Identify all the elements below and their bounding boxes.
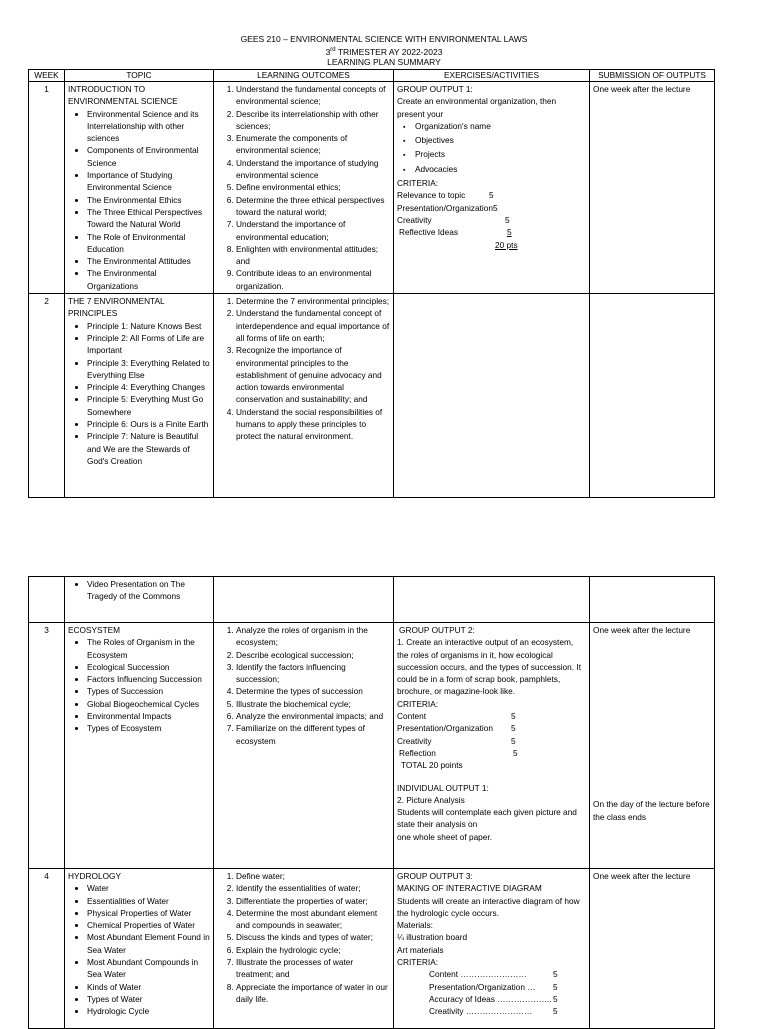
week-number: 1 — [29, 82, 65, 294]
activities-cell — [394, 577, 590, 623]
topic-list — [68, 320, 210, 468]
criteria-row: Reflection 5 — [399, 747, 518, 758]
list-item: • The Three Ethical Perspectives Toward the Natural World — [87, 206, 210, 231]
list-item: 3. Differentiate the properties of water; — [236, 895, 390, 907]
list-item: • Types of Water — [87, 993, 210, 1005]
list-item: 4. Understand the social responsibilities of humans to apply these principles to protect the natural environment. — [236, 406, 390, 443]
list-item: 2. Understand the fundamental concept of interdependence and equal importance of all forms of life on earth; — [236, 307, 390, 344]
list-item: 5. Illustrate the biochemical cycle; — [236, 698, 390, 710]
criteria-total: TOTAL 20 points — [401, 760, 463, 771]
table-row-week-4 — [29, 869, 715, 1029]
list-item: • Global Biogeochemical Cycles — [87, 698, 210, 710]
criteria-row: Creativity …………………… 5 — [429, 1006, 558, 1017]
col-header-topic: TOPIC — [65, 70, 214, 82]
list-item: 1. Analyze the roles of organism in the ecosystem; — [236, 624, 390, 649]
topic-list — [68, 636, 210, 734]
table-row-week-2-continued — [29, 577, 715, 623]
topic-cell — [65, 869, 214, 1029]
submission-text-2: On the day of the lecture before the class ends — [593, 799, 710, 822]
list-item: • Types of Succession — [87, 685, 210, 697]
plan-summary-title: LEARNING PLAN SUMMARY — [327, 57, 441, 67]
criteria-row: Presentation/Organization … 5 — [429, 981, 558, 992]
activities-cell — [394, 623, 590, 869]
list-item: 3. Recognize the importance of environmental principles to the establishment of genuine advocacy and action towards environmental conservation and sustainability; and — [236, 344, 390, 405]
list-item: 3. Identify the factors influencing succession; — [236, 661, 390, 686]
topic-list — [68, 578, 210, 603]
list-item: • Environmental Impacts — [87, 710, 210, 722]
list-item: • Water — [87, 882, 210, 894]
activities-cell — [394, 82, 590, 294]
individual-desc-2: one whole sheet of paper. — [397, 831, 493, 842]
list-item: 7. Illustrate the processes of water treatment; and — [236, 956, 390, 981]
criteria-row: Reflective Ideas 5 — [399, 227, 512, 238]
list-item: • Principle 5: Everything Must Go Somewhere — [87, 393, 210, 418]
criteria-row: Creativity 5 — [397, 214, 510, 225]
submission-cell: One week after the lecture — [590, 869, 715, 1029]
list-item: 1. Determine the 7 environmental principles; — [236, 295, 390, 307]
list-item: • Principle 4: Everything Changes — [87, 381, 210, 393]
list-item: 5. Discuss the kinds and types of water; — [236, 931, 390, 943]
criteria-row: Presentation/Organization 5 — [397, 202, 498, 213]
outcomes-list — [217, 624, 390, 747]
individual-desc: Students will contemplate each given picture and state their analysis on — [397, 807, 577, 830]
week-number: 3 — [29, 623, 65, 869]
list-item: 2. Describe ecological succession; — [236, 649, 390, 661]
topic-title: HYDROLOGY — [68, 871, 122, 881]
submission-cell — [590, 577, 715, 623]
col-header-submission: SUBMISSION OF OUTPUTS — [590, 70, 715, 82]
criteria-label: CRITERIA: — [397, 957, 439, 968]
learning-plan-table-page-2 — [28, 576, 715, 1029]
col-header-week: WEEK — [29, 70, 65, 82]
list-item: • Most Abundant Compounds in Sea Water — [87, 956, 210, 981]
outcomes-cell — [214, 869, 394, 1029]
list-item: 3. Enumerate the components of environmental science; — [236, 132, 390, 157]
list-item: 6. Analyze the environmental impacts; and — [236, 710, 390, 722]
list-item: 4. Understand the importance of studying environmental science — [236, 157, 390, 182]
topic-cell — [65, 82, 214, 294]
table-row-week-3 — [29, 623, 715, 869]
list-item: • Types of Ecosystem — [87, 722, 210, 734]
exercise-title: GROUP OUTPUT 1: — [397, 84, 473, 94]
list-item: ▪ Organization's name — [417, 120, 586, 134]
list-item: 4. Determine the types of succession — [236, 685, 390, 697]
outcomes-cell — [214, 82, 394, 294]
list-item: 9. Contribute ideas to an environmental organization. — [236, 267, 390, 292]
submission-text: One week after the lecture — [593, 625, 691, 635]
submission-cell — [590, 294, 715, 498]
exercise-desc: 1. Create an interactive output of an ecosystem, the roles of organisms in it, how ecological succession occurs, and the types of succession. It could be in a form of scrap book, pamphlets, brochure, or magazine-look like. — [397, 637, 582, 697]
course-title: GEES 210 – ENVIRONMENTAL SCIENCE WITH ENVIRONMENTAL LAWS — [240, 34, 528, 44]
list-item: 5. Define environmental ethics; — [236, 181, 390, 193]
list-item: • The Environmental Ethics — [87, 194, 210, 206]
criteria-label: CRITERIA: — [397, 178, 439, 189]
topic-title: ECOSYSTEM — [68, 625, 121, 635]
criteria-row: Content 5 — [397, 711, 516, 722]
list-item: • The Environmental Organizations — [87, 267, 210, 292]
criteria-total: 20 pts — [495, 239, 518, 250]
topic-list — [68, 882, 210, 1017]
individual-title: INDIVIDUAL OUTPUT 1: — [397, 782, 489, 793]
trimester-line: 3rd TRIMESTER AY 2022-2023 — [325, 46, 443, 57]
list-item: 2. Describe its interrelationship with other sciences; — [236, 108, 390, 133]
list-item: ▪ Objectives — [417, 134, 586, 148]
learning-plan-table-page-1 — [28, 69, 715, 498]
exercise-title: GROUP OUTPUT 2: — [399, 625, 475, 635]
list-item: • Most Abundant Element Found in Sea Water — [87, 931, 210, 956]
activities-cell — [394, 869, 590, 1029]
list-item: ▪ Projects — [417, 148, 586, 162]
submission-cell: One week after the lecture — [590, 82, 715, 294]
list-item: • Principle 3: Everything Related to Everything Else — [87, 357, 210, 382]
list-item: 2. Identify the essentialities of water; — [236, 882, 390, 894]
list-item: 8. Appreciate the importance of water in our daily life. — [236, 981, 390, 1006]
list-item: • Principle 1: Nature Knows Best — [87, 320, 210, 332]
list-item: • Principle 7: Nature is Beautiful and We are the Stewards of God's Creation — [87, 430, 210, 467]
individual-item: 2. Picture Analysis — [397, 794, 465, 805]
exercise-desc: Students will create an interactive diagram of how the hydrologic cycle occurs. — [397, 895, 580, 918]
list-item: ▪ Advocacies — [417, 163, 586, 177]
activities-cell — [394, 294, 590, 498]
outcomes-cell — [214, 623, 394, 869]
outcomes-list — [217, 83, 390, 292]
list-item: 8. Enlighten with environmental attitudes; and — [236, 243, 390, 268]
list-item: 7. Familiarize on the different types of ecosystem — [236, 722, 390, 747]
criteria-row: Content …………………… 5 — [429, 969, 558, 980]
list-item: • The Environmental Attitudes — [87, 255, 210, 267]
exercise-desc: Create an environmental organization, then present your — [397, 96, 557, 119]
topic-cell — [65, 623, 214, 869]
outcomes-cell — [214, 294, 394, 498]
topic-list — [68, 108, 210, 292]
list-item: • Chemical Properties of Water — [87, 919, 210, 931]
outcomes-cell — [214, 577, 394, 623]
submission-cell — [590, 623, 715, 869]
table-row-week-1 — [29, 82, 715, 294]
list-item: • Environmental Science and its Interrelationship with other sciences — [87, 108, 210, 145]
table-header-row — [29, 70, 715, 82]
list-item: 1. Understand the fundamental concepts of environmental science; — [236, 83, 390, 108]
materials-label: Materials: — [397, 920, 433, 931]
week-number: 4 — [29, 869, 65, 1029]
criteria-row: Accuracy of Ideas ……………….. 5 — [429, 993, 558, 1004]
list-item: • Physical Properties of Water — [87, 907, 210, 919]
col-header-activities: EXERCISES/ACTIVITIES — [394, 70, 590, 82]
list-item: • Hydrologic Cycle — [87, 1005, 210, 1017]
criteria-label: CRITERIA: — [397, 698, 439, 709]
criteria-row: Relevance to topic 5 — [397, 190, 494, 201]
list-item: • The Role of Environmental Education — [87, 231, 210, 256]
exercise-items — [397, 120, 586, 177]
list-item: • Principle 6: Ours is a Finite Earth — [87, 418, 210, 430]
list-item: • Video Presentation on The Tragedy of the Commons — [87, 578, 210, 603]
list-item: 7. Understand the importance of environmental education; — [236, 218, 390, 243]
list-item: 1. Define water; — [236, 870, 390, 882]
exercise-title: GROUP OUTPUT 3: — [397, 871, 473, 881]
list-item: 4. Determine the most abundant element and compounds in seawater; — [236, 907, 390, 932]
week-number — [29, 577, 65, 623]
topic-title: THE 7 ENVIRONMENTAL PRINCIPLES — [68, 296, 165, 319]
topic-cell — [65, 577, 214, 623]
outcomes-list — [217, 295, 390, 443]
list-item: 6. Determine the three ethical perspectives toward the natural world; — [236, 194, 390, 219]
week-number: 2 — [29, 294, 65, 498]
material-item: Art materials — [397, 944, 444, 955]
list-item: • Components of Environmental Science — [87, 144, 210, 169]
material-item: ¼ illustration board — [397, 932, 468, 943]
criteria-row: Presentation/Organization 5 — [397, 723, 516, 734]
exercise-subtitle: MAKING OF INTERACTIVE DIAGRAM — [397, 883, 542, 894]
topic-title: INTRODUCTION TO ENVIRONMENTAL SCIENCE — [68, 84, 178, 107]
col-header-outcomes: LEARNING OUTCOMES — [214, 70, 394, 82]
list-item: 6. Explain the hydrologic cycle; — [236, 944, 390, 956]
list-item: • The Roles of Organism in the Ecosystem — [87, 636, 210, 661]
list-item: • Principle 2: All Forms of Life are Important — [87, 332, 210, 357]
criteria-row: Creativity 5 — [397, 735, 516, 746]
outcomes-list — [217, 870, 390, 1005]
list-item: • Essentialities of Water — [87, 895, 210, 907]
list-item: • Ecological Succession — [87, 661, 210, 673]
list-item: • Importance of Studying Environmental Science — [87, 169, 210, 194]
table-row-week-2 — [29, 294, 715, 498]
topic-cell — [65, 294, 214, 498]
list-item: • Kinds of Water — [87, 981, 210, 993]
list-item: • Factors Influencing Succession — [87, 673, 210, 685]
